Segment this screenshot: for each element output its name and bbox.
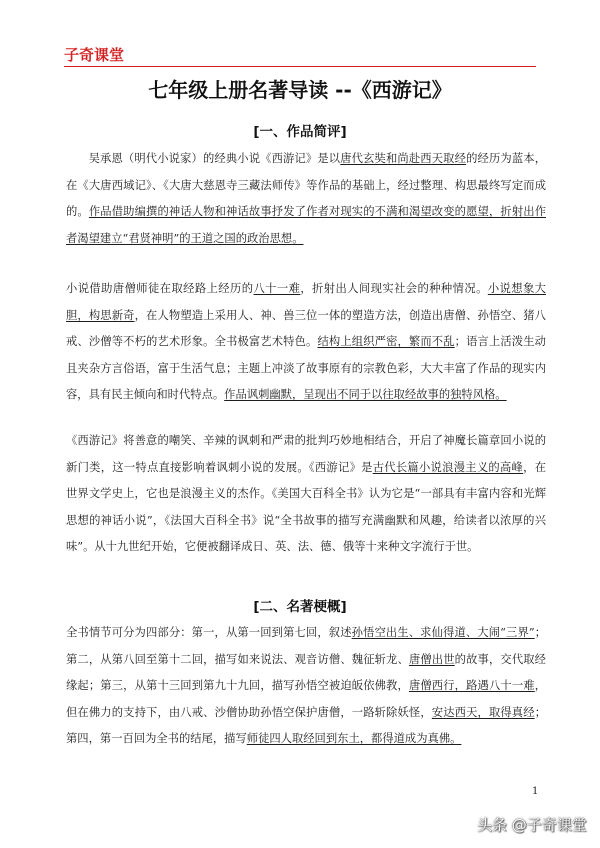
underlined-key-phrase: 师徒四人取经回到东土，都得道成为真佛。	[246, 732, 462, 745]
text-run: ，但在佛力的支持下，由八戒、沙僧协助孙悟空保护唐僧，一路斩除妖怪，	[66, 679, 546, 719]
review-paragraph-2	[66, 276, 546, 409]
page-number: 1	[532, 786, 539, 797]
underlined-key-phrase: 作品讽刺幽默，呈现出不同于以往取经故事的独特风格。	[224, 388, 507, 401]
underlined-key-phrase: 唐僧出世	[408, 652, 455, 666]
underlined-key-phrase: 古代长篇小说浪漫主义的高峰	[372, 460, 524, 474]
text-run: 的经历为蓝本，在《大唐西域记》、《大唐大慈恩寺三藏法师传》等作品的基础上，经过整理、构思最终写定而成的。	[66, 152, 546, 218]
text-run: 《西游记》将善意的嘲笑、辛辣的讽刺和严肃的批判巧妙地相结合，开启了神魔长篇章回小说的新门类，这一特点直接影响着讽刺小说的发展。《西游记》是	[66, 434, 546, 474]
underlined-key-phrase: 唐代玄奘和尚赴西天取经	[340, 152, 467, 165]
underlined-key-phrase: 八十一难	[253, 282, 301, 295]
text-run: ；第四，第一百回为全书的结尾，描写	[66, 705, 546, 745]
underlined-key-phrase: 唐僧西行，路遇八十一难	[408, 679, 535, 692]
document-title: 七年级上册名著导读 --《西游记》	[148, 78, 452, 102]
text-run: ，在世界文学史上，它也是浪漫主义的杰作。《美国大百科全书》认为它是“一部具有丰富内容和光辉思想的神话小说”，《法国大百科全书》说“全书故事的描写充满幽默和风趣，给读者以浓厚的兴味”。从十九世纪开始，它便被翻译成日、英、法、德、俄等十来种文字流行于世。	[66, 460, 546, 553]
underlined-key-phrase: 结构上组织严密，繁而不乱	[317, 335, 455, 348]
text-run: 吴承恩（明代小说家）的经典小说《西游记》是以	[88, 152, 341, 165]
synopsis-paragraph	[66, 620, 546, 753]
underlined-key-phrase: 作品借助编撰的神话人物和神话故事抒发了作者对现实的不满和渴望改变的愿望，折射出作者渴望建立“君贤神明”的王道之国的政治思想。	[66, 205, 546, 245]
underlined-key-phrase: 孙悟空出生、求仙得道、大闹“三界”	[351, 626, 535, 639]
underlined-key-phrase: 小说想象大胆，构思新奇	[66, 282, 546, 322]
text-run: ，在人物塑造上采用人、神、兽三位一体的塑造方法，创造出唐僧、孙悟空、猪八戒、沙僧等不朽的艺术形象。全书极富艺术特色。	[66, 308, 546, 348]
brand-logo-text: 子奇课堂	[64, 46, 125, 64]
text-run: ，折射出人间现实社会的种种情况。	[300, 282, 488, 295]
text-run: 小说借助唐僧师徒在取经路上经历的	[66, 282, 254, 295]
header-divider	[64, 66, 536, 67]
text-run: ；语言上活泼生动且夹杂方言俗语，富于生活气息；主题上冲淡了故事原有的宗教色彩，大大丰富了作品的现实内容，具有民主倾向和时代特点。	[66, 335, 546, 401]
section-heading-review: [一、作品简评]	[253, 124, 347, 140]
underlined-key-phrase: 安达西天，取得真经	[431, 705, 535, 719]
text-run: 全书情节可分为四部分：第一，从第一回到第七回，叙述	[66, 626, 352, 639]
review-paragraph-1	[66, 146, 546, 252]
text-run: 的故事，交代取经缘起；第三，从第十三回到第九十九回，描写孙悟空被迫皈依佛教，	[66, 652, 546, 692]
review-paragraph-3	[66, 428, 546, 561]
section-heading-synopsis: [二、名著梗概]	[253, 599, 347, 615]
watermark: 头条 @子奇课堂	[477, 816, 587, 834]
text-run: ；第二，从第八回至第十二回，描写如来说法、观音访僧、魏征斩龙、	[66, 626, 546, 666]
